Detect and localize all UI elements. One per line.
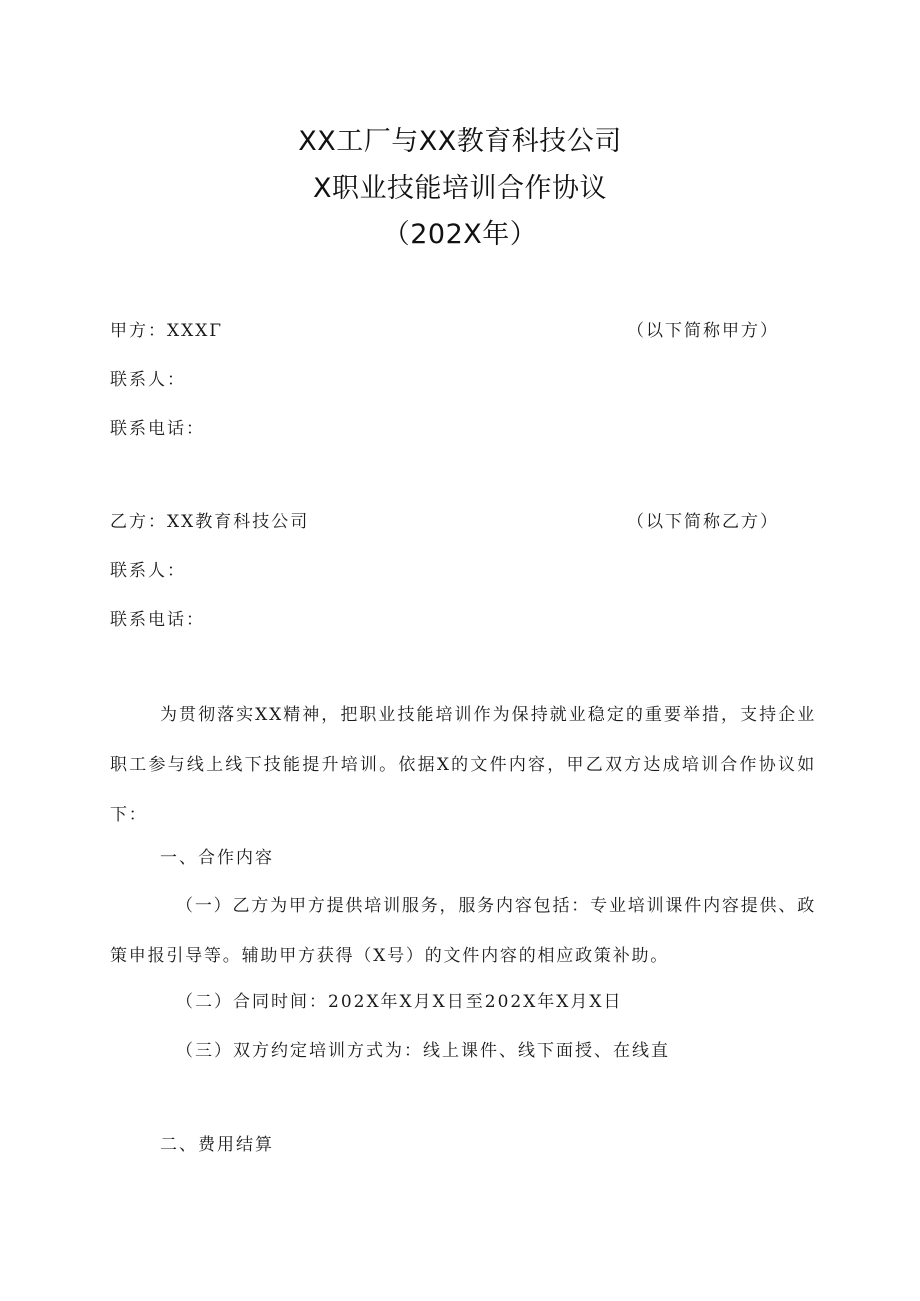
party-a-phone: 联系电话： <box>110 419 205 439</box>
section-1-heading: 一、合作内容 <box>160 848 274 868</box>
document-title-line-1: XX工厂与XX教育科技公司 <box>298 126 622 157</box>
party-a-contact: 联系人： <box>110 370 186 390</box>
party-b-note: （以下简称乙方） <box>627 512 779 532</box>
party-b-contact: 联系人： <box>110 561 186 581</box>
document-title-line-3: （202X年） <box>382 219 538 250</box>
section-2-heading: 二、费用结算 <box>160 1135 274 1155</box>
party-b-phone: 联系电话： <box>110 610 205 630</box>
section-1-item-1: （一）乙方为甲方提供培训服务，服务内容包括：专业培训课件内容提供、政策申报引导等。辅助甲方获得（X号）的文件内容的相应政策补助。 <box>110 896 816 966</box>
party-b-name: 乙方：XX教育科技公司 <box>110 512 310 532</box>
party-a-name: 甲方：XXXΓ <box>110 321 224 341</box>
party-a-note: （以下简称甲方） <box>627 321 779 341</box>
intro-paragraph: 为贯彻落实XX精神，把职业技能培训作为保持就业稳定的重要举措，支持企业职工参与线上线下技能提升培训。依据X的文件内容，甲乙双方达成培训合作协议如下： <box>110 705 816 825</box>
section-1-item-3: （三）双方约定培训方式为：线上课件、线下面授、在线直 <box>176 1041 670 1061</box>
section-1-item-2: （二）合同时间：202X年X月X日至202X年X月X日 <box>176 992 623 1012</box>
document-title-line-2: X职业技能培训合作协议 <box>313 173 607 204</box>
